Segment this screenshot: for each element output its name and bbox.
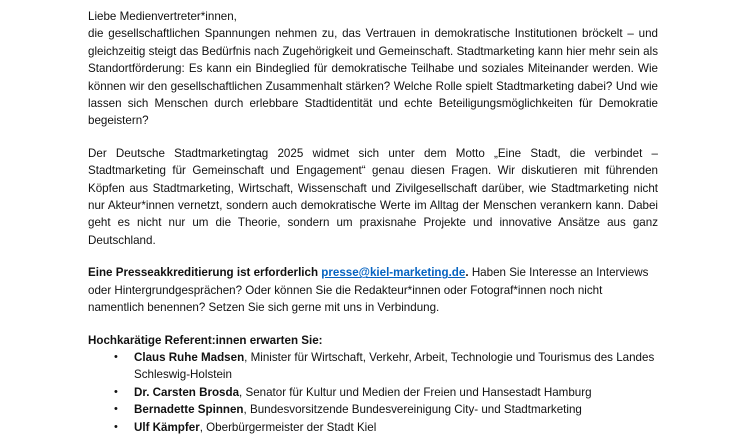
bullet-icon: • (114, 385, 118, 398)
intro-paragraph: die gesellschaftlichen Spannungen nehmen zu, das Vertrauen in demokratische Institutionen bröckelt – und gleichzeitig steigt das Bedürfnis nach Zugehörigkeit und Gemeinschaft. Stadtmarketing kann hier mehr sein als Standortförderung: Es kann ein Bindeglied für demokratische Teilhabe und soziales Miteinander werden. Wie können wir den gesellschaftlichen Zusammenhalt stärken? Welche Rolle spielt Stadtmarketing dabei? Und wie lassen sich Menschen durch erlebbare Stadtidentität und echte Beteiligungsmöglichkeiten für Demokratie begeistern? (88, 27, 658, 128)
greeting: Liebe Medienvertreter*innen, (88, 10, 237, 23)
speakers-list (88, 349, 658, 436)
bullet-icon: • (114, 420, 118, 433)
speaker-name: Dr. Carsten Brosda (134, 385, 240, 399)
speaker-name: Bernadette Spinnen (134, 403, 244, 417)
press-email-link[interactable]: presse@kiel-marketing.de (321, 266, 466, 280)
accreditation-text: Haben Sie Interesse an Interviews oder Hintergrundgesprächen? Oder können Sie die Redakteur*innen oder Fotograf*innen noch nicht namentlich benennen? Setzen Sie sich gerne mit uns in Verbindung. (88, 266, 649, 315)
paragraph-spacer (88, 130, 658, 145)
speaker-role: , Senator für Kultur und Medien der Freien und Hansestadt Hamburg (239, 385, 592, 399)
speaker-role: , Minister für Wirtschaft, Verkehr, Arbeit, Technologie und Tourismus des Landes Schleswig-Holstein (134, 350, 655, 382)
event-paragraph: Der Deutsche Stadtmarketingtag 2025 widmet sich unter dem Motto „Eine Stadt, die verbindet – Stadtmarketing für Gemeinschaft und Engagement“ genau diesen Fragen. Wir diskutieren mit führenden Köpfen aus Stadtmarketing, Wirtschaft, Wissenschaft und Zivilgesellschaft darüber, wie Stadtmarketing nicht nur Akteur*innen vernetzt, sondern auch demokratische Werte im Alltag der Menschen verankern kann. Dabei geht es nicht nur um die Theorie, sondern um praxisnahe Projekte und innovative Ansätze aus ganz Deutschland. (88, 146, 658, 247)
bullet-icon: • (114, 403, 118, 416)
speaker-item (88, 384, 658, 401)
speaker-role: , Bundesvorsitzende Bundesvereinigung City- und Stadtmarketing (243, 403, 582, 417)
paragraph-spacer (88, 249, 658, 264)
bullet-icon: • (114, 350, 118, 363)
accreditation-paragraph (88, 264, 658, 316)
accreditation-period: . (465, 266, 469, 280)
speaker-name: Ulf Kämpfer (134, 420, 200, 434)
press-letter (88, 8, 658, 436)
paragraph-spacer (88, 317, 658, 332)
speaker-name: Claus Ruhe Madsen (134, 350, 245, 364)
speaker-item (88, 419, 658, 436)
speakers-heading: Hochkarätige Referent:innen erwarten Sie: (88, 333, 323, 347)
accreditation-lead: Eine Presseakkreditierung ist erforderlich (88, 266, 319, 280)
speaker-item (88, 401, 658, 418)
speaker-item (88, 349, 658, 384)
speaker-role: , Oberbürgermeister der Stadt Kiel (199, 420, 377, 434)
